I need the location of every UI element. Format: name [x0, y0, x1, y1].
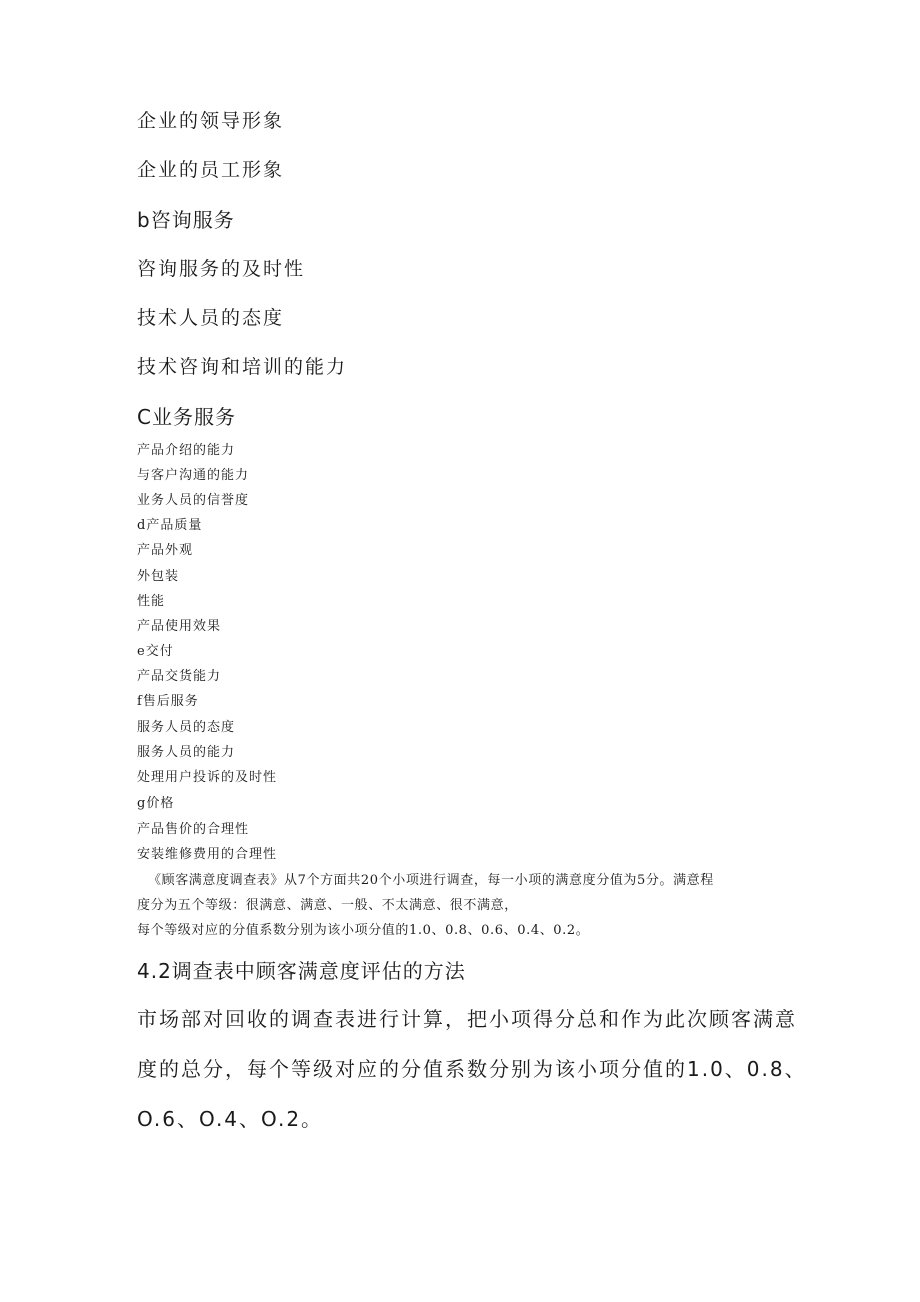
item-maintenance-cost: 安装维修费用的合理性: [137, 847, 278, 862]
item-complaint-timeliness: 处理用户投诉的及时性: [137, 770, 278, 785]
paragraph-line-1: 《顾客满意度调查表》从7个方面共20个小项进行调查，每一小项的满意度分值为5分。满意程: [148, 873, 714, 888]
item-service-attitude: 服务人员的态度: [137, 720, 236, 735]
section-c-business: C业务服务: [137, 405, 236, 429]
item-product-intro: 产品介绍的能力: [137, 443, 236, 458]
body-line-2: 度的总分，每个等级对应的分值系数分别为该小项分值的1.0、0.8、: [137, 1057, 807, 1081]
section-g-price: g价格: [137, 796, 175, 811]
item-performance: 性能: [137, 594, 166, 609]
item-customer-communication: 与客户沟通的能力: [137, 468, 250, 483]
item-leader-image: 企业的领导形象: [137, 110, 285, 132]
item-staff-image: 企业的员工形象: [137, 159, 285, 181]
item-tech-training: 技术咨询和培训的能力: [137, 356, 348, 378]
item-packaging: 外包装: [137, 569, 180, 584]
item-delivery-ability: 产品交货能力: [137, 669, 222, 684]
section-f-after-sales: f售后服务: [137, 694, 199, 709]
body-line-3: O.6、O.4、O.2。: [137, 1107, 324, 1131]
paragraph-line-3: 每个等级对应的分值系数分别为该小项分值的1.0、0.8、0.6、0.4、0.2。: [137, 923, 590, 938]
item-usage-effect: 产品使用效果: [137, 619, 222, 634]
body-line-1: 市场部对回收的调查表进行计算，把小项得分总和作为此次顾客满意: [137, 1007, 797, 1031]
section-d-quality: d产品质量: [137, 518, 203, 533]
item-service-ability: 服务人员的能力: [137, 745, 236, 760]
paragraph-line-2: 度分为五个等级：很满意、满意、一般、不太满意、很不满意，: [137, 898, 518, 913]
item-credibility: 业务人员的信誉度: [137, 493, 250, 508]
section-heading-4-2: 4.2调查表中顾客满意度评估的方法: [137, 959, 466, 983]
section-e-delivery: e交付: [137, 644, 174, 659]
item-consulting-timeliness: 咨询服务的及时性: [137, 258, 306, 280]
item-tech-attitude: 技术人员的态度: [137, 307, 285, 329]
item-appearance: 产品外观: [137, 543, 194, 558]
section-b-consulting: b咨询服务: [137, 208, 235, 232]
item-price-reasonable: 产品售价的合理性: [137, 822, 250, 837]
